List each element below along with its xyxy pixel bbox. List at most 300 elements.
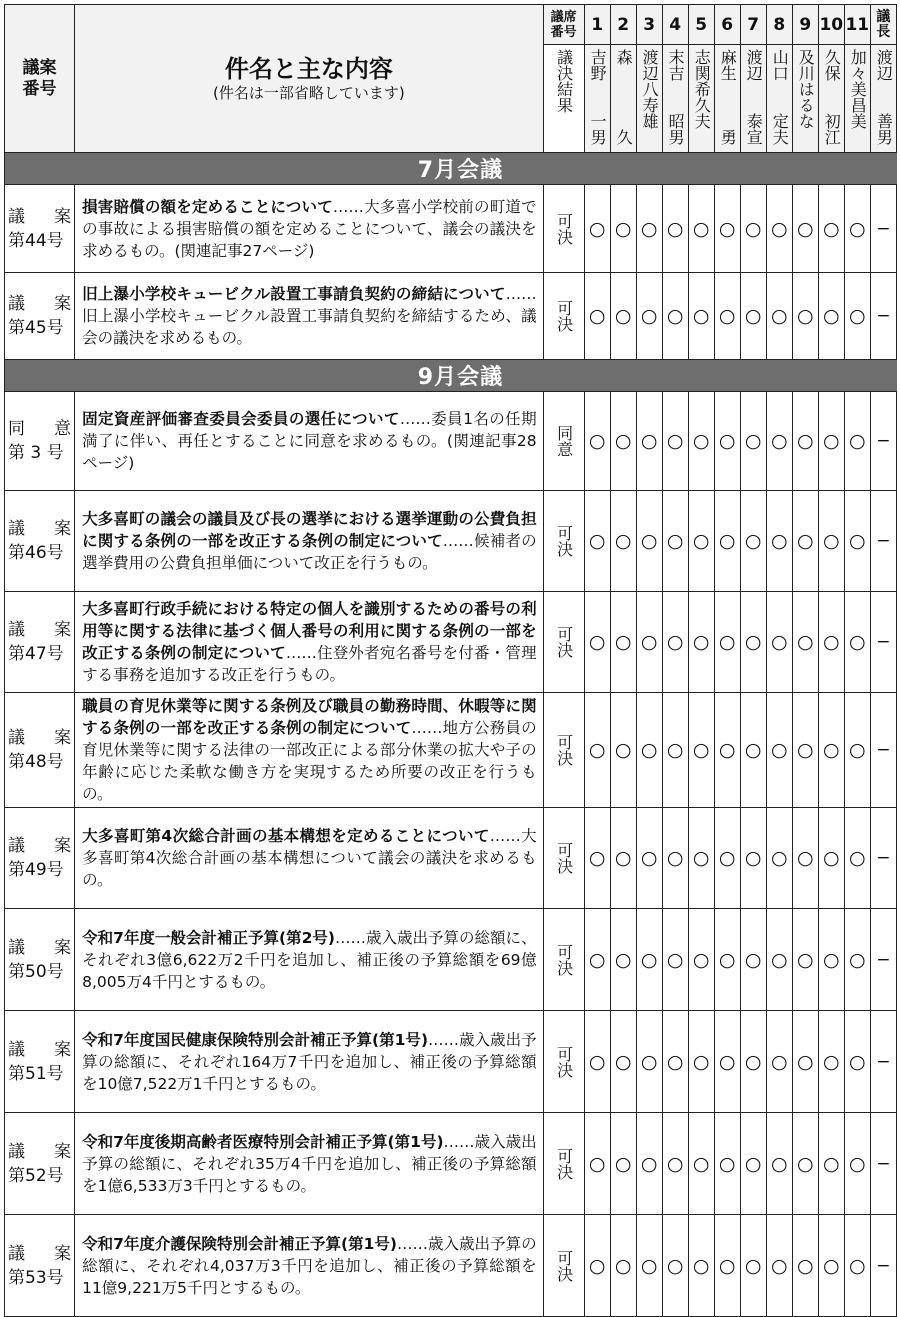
- member-vote-3: ○: [636, 1113, 662, 1215]
- bill-number-header-line1: 議案: [22, 57, 57, 78]
- chair-vote: −: [870, 693, 896, 808]
- member-vote-6: ○: [714, 392, 740, 491]
- bill-type-char1: 議: [8, 836, 25, 856]
- seat-num-11: 11: [844, 5, 870, 45]
- seat-num-9: 9: [792, 5, 818, 45]
- member-vote-7: ○: [740, 909, 766, 1011]
- bill-title: 令和7年度後期高齢者医療特別会計補正予算(第1号): [82, 1132, 444, 1151]
- member-name-5: [688, 45, 714, 153]
- member-vote-6: ○: [714, 491, 740, 592]
- bill-result: [543, 273, 584, 360]
- bill-seq: 第53号: [8, 1267, 64, 1288]
- bill-row: [5, 808, 897, 909]
- member-vote-5: ○: [688, 491, 714, 592]
- member-vote-8: ○: [766, 1011, 792, 1113]
- bill-row: [5, 491, 897, 592]
- bill-result-text: 可決: [554, 1045, 574, 1078]
- member-vote-11: ○: [844, 1113, 870, 1215]
- member-vote-1: ○: [584, 185, 610, 273]
- bill-summary: ……歳入歳出予算の総額に、それぞれ4,037万3千円を追加し、補正後の予算総額を11億9,221万5千円とするもの。: [82, 1234, 537, 1297]
- seat-num-8: 8: [766, 5, 792, 45]
- seat-num-4: 4: [662, 5, 688, 45]
- bill-type-char2: 案: [54, 620, 72, 640]
- bill-result-text: 可決: [554, 300, 574, 332]
- bill-result: [543, 392, 584, 491]
- bill-title: 令和7年度介護保険特別会計補正予算(第1号): [82, 1234, 398, 1253]
- seat-num-6: 6: [714, 5, 740, 45]
- member-vote-8: ○: [766, 592, 792, 693]
- bill-type: [8, 1140, 71, 1164]
- bill-type-char2: 案: [54, 937, 72, 958]
- member-name-part1: 及川はるな: [796, 49, 816, 129]
- member-name-part2: 久: [614, 129, 634, 145]
- bill-title: 大多喜町第4次総合計画の基本構想を定めることについて: [82, 827, 490, 845]
- member-vote-7: ○: [740, 1113, 766, 1215]
- bill-title: 大多喜町の議会の議員及び長の選挙における選挙運動の公費負担に関する条例の一部を改正する条例の制定について: [82, 510, 537, 550]
- member-vote-3: ○: [636, 273, 662, 360]
- member-vote-4: ○: [662, 273, 688, 360]
- member-vote-4: ○: [662, 909, 688, 1011]
- bill-title: 令和7年度国民健康保険特別会計補正予算(第1号): [82, 1030, 429, 1049]
- member-vote-4: ○: [662, 185, 688, 273]
- member-name-3: [636, 45, 662, 153]
- bill-summary: ……候補者の選挙費用の公費負担単価について改正を行うもの。: [82, 532, 537, 572]
- bill-number: [5, 592, 75, 693]
- bill-result: [543, 491, 584, 592]
- member-name-part1: 渡辺: [744, 49, 764, 81]
- bill-row: [5, 1215, 897, 1317]
- bill-row: [5, 909, 897, 1011]
- session-band: [543, 153, 896, 185]
- member-vote-7: ○: [740, 1215, 766, 1317]
- member-name-text: [768, 49, 790, 145]
- bill-number: [5, 909, 75, 1011]
- member-vote-10: ○: [818, 693, 844, 808]
- bill-type: [8, 1038, 71, 1062]
- bill-seq: 第51号: [8, 1063, 64, 1084]
- session-header-1: [5, 153, 897, 185]
- chair-vote: −: [870, 592, 896, 693]
- member-vote-8: ○: [766, 909, 792, 1011]
- member-vote-8: ○: [766, 1113, 792, 1215]
- member-vote-6: ○: [714, 1215, 740, 1317]
- bill-type-char2: 案: [54, 206, 72, 227]
- member-name-text: [690, 49, 712, 145]
- member-vote-7: ○: [740, 808, 766, 909]
- member-name-part1: 森: [614, 49, 634, 65]
- bill-number-header-line2: 番号: [22, 78, 57, 99]
- member-vote-1: ○: [584, 491, 610, 592]
- member-vote-3: ○: [636, 491, 662, 592]
- member-name-text: [846, 49, 868, 145]
- bill-title: 令和7年度一般会計補正予算(第2号): [82, 928, 335, 947]
- member-vote-4: ○: [662, 392, 688, 491]
- bill-seq: 第44号: [8, 230, 64, 251]
- member-vote-1: ○: [584, 592, 610, 693]
- member-name-part2: 善男: [874, 113, 894, 145]
- member-vote-10: ○: [818, 1011, 844, 1113]
- member-name-9: [792, 45, 818, 153]
- member-vote-1: ○: [584, 1113, 610, 1215]
- member-vote-4: ○: [662, 693, 688, 808]
- subject-header-main: 件名と主な内容: [224, 55, 393, 83]
- bill-description: [75, 392, 544, 491]
- member-vote-11: ○: [844, 909, 870, 1011]
- member-vote-8: ○: [766, 808, 792, 909]
- member-vote-11: ○: [844, 592, 870, 693]
- bill-type: [8, 417, 71, 441]
- member-vote-1: ○: [584, 909, 610, 1011]
- member-name-4: [662, 45, 688, 153]
- bill-description: [75, 1215, 544, 1317]
- member-vote-8: ○: [766, 392, 792, 491]
- member-vote-9: ○: [792, 491, 818, 592]
- member-vote-6: ○: [714, 273, 740, 360]
- bill-number-header: [5, 5, 75, 153]
- member-vote-5: ○: [688, 185, 714, 273]
- subject-header: [75, 5, 544, 153]
- bill-type: [8, 1242, 71, 1266]
- bill-summary: ……旧上瀑小学校キュービクル設置工事請負契約を締結するため、議会の議決を求めるもの。: [82, 285, 537, 347]
- member-vote-5: ○: [688, 1215, 714, 1317]
- bill-result: [543, 1215, 584, 1317]
- bill-number: [5, 1113, 75, 1215]
- bill-type-char1: 議: [8, 1141, 25, 1162]
- seat-number-header-line2: 番号: [550, 24, 577, 40]
- bill-type: [8, 205, 71, 229]
- bill-result-text: 可決: [554, 1147, 574, 1180]
- member-vote-10: ○: [818, 592, 844, 693]
- bill-description: [75, 909, 544, 1011]
- bill-summary: ……歳入歳出予算の総額に、それぞれ35万4千円を追加し、補正後の予算総額を1億6,533万3千円とするもの。: [82, 1132, 537, 1195]
- member-vote-1: ○: [584, 693, 610, 808]
- member-vote-5: ○: [688, 273, 714, 360]
- member-vote-9: ○: [792, 1113, 818, 1215]
- bill-type: [8, 618, 71, 642]
- chair-vote: −: [870, 273, 896, 360]
- member-vote-2: ○: [610, 693, 636, 808]
- seat-number-header: [543, 5, 584, 45]
- member-vote-2: ○: [610, 592, 636, 693]
- bill-description: [75, 592, 544, 693]
- member-name-part1: 久保: [822, 49, 842, 81]
- bill-seq: 第47号: [8, 644, 64, 664]
- member-vote-7: ○: [740, 185, 766, 273]
- member-vote-3: ○: [636, 592, 662, 693]
- bill-type-char2: 案: [54, 1141, 72, 1162]
- member-vote-11: ○: [844, 693, 870, 808]
- bill-row: [5, 693, 897, 808]
- chair-vote: −: [870, 1215, 896, 1317]
- bill-type-char2: 意: [54, 419, 72, 439]
- chair-vote: −: [870, 185, 896, 273]
- member-name-part1: 渡辺: [874, 49, 894, 81]
- bill-seq: 第48号: [8, 752, 64, 772]
- member-vote-3: ○: [636, 909, 662, 1011]
- bill-description: [75, 185, 544, 273]
- member-name-6: [714, 45, 740, 153]
- member-vote-8: ○: [766, 1215, 792, 1317]
- member-vote-11: ○: [844, 491, 870, 592]
- member-name-12: [870, 45, 896, 153]
- bill-result-text: 可決: [554, 943, 574, 976]
- member-vote-4: ○: [662, 1011, 688, 1113]
- member-vote-10: ○: [818, 1113, 844, 1215]
- bill-summary: ……住登外者宛名番号を付番・管理する事務を追加する改正を行うもの。: [82, 644, 537, 684]
- bill-summary: ……大多喜小学校前の町道での事故による損害賠償の額を定めることについて、議会の議決を求めるもの。(関連記事27ページ): [82, 197, 537, 260]
- member-vote-5: ○: [688, 808, 714, 909]
- bill-type-char2: 案: [54, 1039, 72, 1060]
- member-name-text: [872, 49, 894, 145]
- bill-result: [543, 592, 584, 693]
- bill-type-char1: 議: [8, 728, 25, 748]
- session-header-2: [5, 360, 897, 392]
- bill-seq: 第46号: [8, 543, 64, 563]
- result-header-text: 議決結果: [554, 49, 574, 113]
- member-vote-7: ○: [740, 1011, 766, 1113]
- vote-results-table: [4, 4, 897, 1317]
- seat-num-1: 1: [584, 5, 610, 45]
- member-vote-7: ○: [740, 392, 766, 491]
- seat-num-2: 2: [610, 5, 636, 45]
- session-label: 7月会議: [5, 153, 544, 185]
- member-vote-4: ○: [662, 1215, 688, 1317]
- member-name-part1: 加々美昌美: [848, 49, 868, 129]
- bill-result-text: 可決: [554, 626, 574, 658]
- member-vote-5: ○: [688, 592, 714, 693]
- vote-results-sheet: [4, 4, 897, 1317]
- member-vote-5: ○: [688, 1011, 714, 1113]
- member-vote-3: ○: [636, 693, 662, 808]
- member-vote-3: ○: [636, 808, 662, 909]
- member-name-part1: 吉野: [588, 49, 608, 81]
- seat-num-3: 3: [636, 5, 662, 45]
- bill-type: [8, 292, 71, 316]
- bill-seq: 第50号: [8, 961, 64, 982]
- member-vote-1: ○: [584, 1011, 610, 1113]
- chair-header-line1: 議: [876, 8, 891, 25]
- member-name-11: [844, 45, 870, 153]
- member-vote-9: ○: [792, 185, 818, 273]
- member-vote-1: ○: [584, 808, 610, 909]
- bill-result-text: 同意: [554, 425, 574, 457]
- seat-num-7: 7: [740, 5, 766, 45]
- member-vote-9: ○: [792, 392, 818, 491]
- member-name-text: [716, 49, 738, 145]
- bill-type-char2: 案: [54, 728, 72, 748]
- member-vote-11: ○: [844, 1011, 870, 1113]
- bill-description: [75, 693, 544, 808]
- member-vote-11: ○: [844, 1215, 870, 1317]
- bill-title: 固定資産評価審査委員会委員の選任について: [82, 410, 400, 428]
- bill-row: [5, 1011, 897, 1113]
- member-vote-6: ○: [714, 185, 740, 273]
- member-vote-10: ○: [818, 273, 844, 360]
- bill-description: [75, 1113, 544, 1215]
- member-vote-6: ○: [714, 808, 740, 909]
- member-name-text: [794, 49, 816, 145]
- bill-result: [543, 185, 584, 273]
- member-name-8: [766, 45, 792, 153]
- member-name-2: [610, 45, 636, 153]
- bill-result-text: 可決: [554, 842, 574, 874]
- member-vote-2: ○: [610, 273, 636, 360]
- member-vote-11: ○: [844, 392, 870, 491]
- member-vote-3: ○: [636, 185, 662, 273]
- bill-result: [543, 1113, 584, 1215]
- bill-type-char2: 案: [54, 1243, 72, 1264]
- member-vote-2: ○: [610, 392, 636, 491]
- member-vote-6: ○: [714, 909, 740, 1011]
- member-vote-4: ○: [662, 1113, 688, 1215]
- bill-row: [5, 185, 897, 273]
- member-vote-3: ○: [636, 392, 662, 491]
- bill-type: [8, 517, 71, 541]
- bill-seq: 第 3 号: [8, 443, 64, 463]
- bill-type-char1: 議: [8, 206, 25, 227]
- bill-number: [5, 808, 75, 909]
- bill-seq: 第49号: [8, 860, 64, 880]
- member-vote-2: ○: [610, 1011, 636, 1113]
- member-name-7: [740, 45, 766, 153]
- member-vote-2: ○: [610, 1113, 636, 1215]
- bill-type-char1: 同: [8, 419, 25, 439]
- member-name-part1: 山口: [770, 49, 790, 81]
- bill-description: [75, 491, 544, 592]
- bill-type-char2: 案: [54, 519, 72, 539]
- member-vote-5: ○: [688, 693, 714, 808]
- seat-num-5: 5: [688, 5, 714, 45]
- seat-num-10: 10: [818, 5, 844, 45]
- member-vote-10: ○: [818, 491, 844, 592]
- bill-type-char2: 案: [54, 836, 72, 856]
- member-vote-1: ○: [584, 273, 610, 360]
- member-vote-9: ○: [792, 1215, 818, 1317]
- member-vote-7: ○: [740, 491, 766, 592]
- member-name-text: [820, 49, 842, 145]
- chair-vote: −: [870, 808, 896, 909]
- member-vote-1: ○: [584, 1215, 610, 1317]
- member-vote-7: ○: [740, 273, 766, 360]
- bill-number: [5, 491, 75, 592]
- bill-number: [5, 185, 75, 273]
- chair-vote: −: [870, 909, 896, 1011]
- bill-type-char1: 議: [8, 1039, 25, 1060]
- bill-title: 旧上瀑小学校キュービクル設置工事請負契約の締結について: [82, 285, 506, 303]
- bill-result: [543, 693, 584, 808]
- bill-number: [5, 693, 75, 808]
- member-vote-2: ○: [610, 808, 636, 909]
- member-vote-10: ○: [818, 909, 844, 1011]
- member-vote-9: ○: [792, 909, 818, 1011]
- member-vote-7: ○: [740, 693, 766, 808]
- member-vote-8: ○: [766, 491, 792, 592]
- member-vote-1: ○: [584, 392, 610, 491]
- chair-header-line2: 長: [876, 23, 891, 40]
- member-name-part2: 定夫: [770, 113, 790, 145]
- bill-description: [75, 1011, 544, 1113]
- bill-summary: ……地方公務員の育児休業等に関する法律の一部改正による部分休業の拡大や子の年齢に応じた柔軟な働き方を実現するため所要の改正を行うもの。: [82, 719, 537, 803]
- bill-type-char1: 議: [8, 1243, 25, 1264]
- bill-type-char1: 議: [8, 519, 25, 539]
- bill-summary: ……歳入歳出予算の総額に、それぞれ3億6,622万2千円を追加し、補正後の予算総額を69億8,005万4千円とするもの。: [82, 928, 537, 991]
- member-vote-3: ○: [636, 1011, 662, 1113]
- member-vote-9: ○: [792, 1011, 818, 1113]
- member-vote-2: ○: [610, 491, 636, 592]
- member-vote-6: ○: [714, 592, 740, 693]
- member-name-part2: 泰宣: [744, 113, 764, 145]
- member-name-10: [818, 45, 844, 153]
- member-vote-9: ○: [792, 808, 818, 909]
- bill-result-text: 可決: [554, 525, 574, 557]
- bill-row: [5, 1113, 897, 1215]
- member-vote-8: ○: [766, 273, 792, 360]
- member-vote-4: ○: [662, 592, 688, 693]
- bill-description: [75, 273, 544, 360]
- chair-vote: −: [870, 1011, 896, 1113]
- member-vote-9: ○: [792, 273, 818, 360]
- member-vote-9: ○: [792, 592, 818, 693]
- bill-number: [5, 1011, 75, 1113]
- member-vote-5: ○: [688, 392, 714, 491]
- member-vote-6: ○: [714, 1011, 740, 1113]
- member-vote-11: ○: [844, 808, 870, 909]
- member-vote-4: ○: [662, 491, 688, 592]
- bill-seq: 第45号: [8, 318, 64, 338]
- bill-result-text: 可決: [554, 212, 574, 245]
- member-vote-4: ○: [662, 808, 688, 909]
- seat-number-header-line1: 議席: [550, 9, 577, 25]
- member-name-1: [584, 45, 610, 153]
- bill-type-char2: 案: [54, 294, 72, 314]
- member-vote-8: ○: [766, 693, 792, 808]
- member-vote-2: ○: [610, 909, 636, 1011]
- bill-number: [5, 1215, 75, 1317]
- member-name-text: [586, 49, 608, 145]
- member-vote-5: ○: [688, 909, 714, 1011]
- member-name-part2: 初江: [822, 113, 842, 145]
- bill-result-text: 可決: [554, 1249, 574, 1282]
- bill-title: 職員の育児休業等に関する条例及び職員の勤務時間、休暇等に関する条例の一部を改正する条例の制定について: [82, 697, 537, 737]
- bill-type: [8, 834, 71, 858]
- bill-type: [8, 726, 71, 750]
- member-vote-6: ○: [714, 1113, 740, 1215]
- bill-type-char1: 議: [8, 294, 25, 314]
- member-name-part1: 渡辺八寿雄: [640, 49, 660, 129]
- member-vote-3: ○: [636, 1215, 662, 1317]
- bill-summary: ……委員1名の任期満了に伴い、再任とすることに同意を求めるもの。(関連記事28ページ): [82, 410, 537, 472]
- bill-seq: 第52号: [8, 1165, 64, 1186]
- member-vote-6: ○: [714, 693, 740, 808]
- bill-number: [5, 392, 75, 491]
- member-name-text: [664, 49, 686, 145]
- bill-type: [8, 936, 71, 960]
- bill-result: [543, 1011, 584, 1113]
- bill-result: [543, 808, 584, 909]
- bill-summary: ……大多喜町第4次総合計画の基本構想について議会の議決を求めるもの。: [82, 827, 537, 889]
- bill-description: [75, 808, 544, 909]
- member-vote-2: ○: [610, 1215, 636, 1317]
- bill-result: [543, 909, 584, 1011]
- member-vote-10: ○: [818, 392, 844, 491]
- member-vote-10: ○: [818, 185, 844, 273]
- chair-vote: −: [870, 491, 896, 592]
- member-name-part2: 勇: [718, 129, 738, 145]
- header-row-top: [5, 5, 897, 45]
- bill-type-char1: 議: [8, 937, 25, 958]
- member-name-part1: 末吉: [666, 49, 686, 81]
- member-name-part2: 昭男: [666, 113, 686, 145]
